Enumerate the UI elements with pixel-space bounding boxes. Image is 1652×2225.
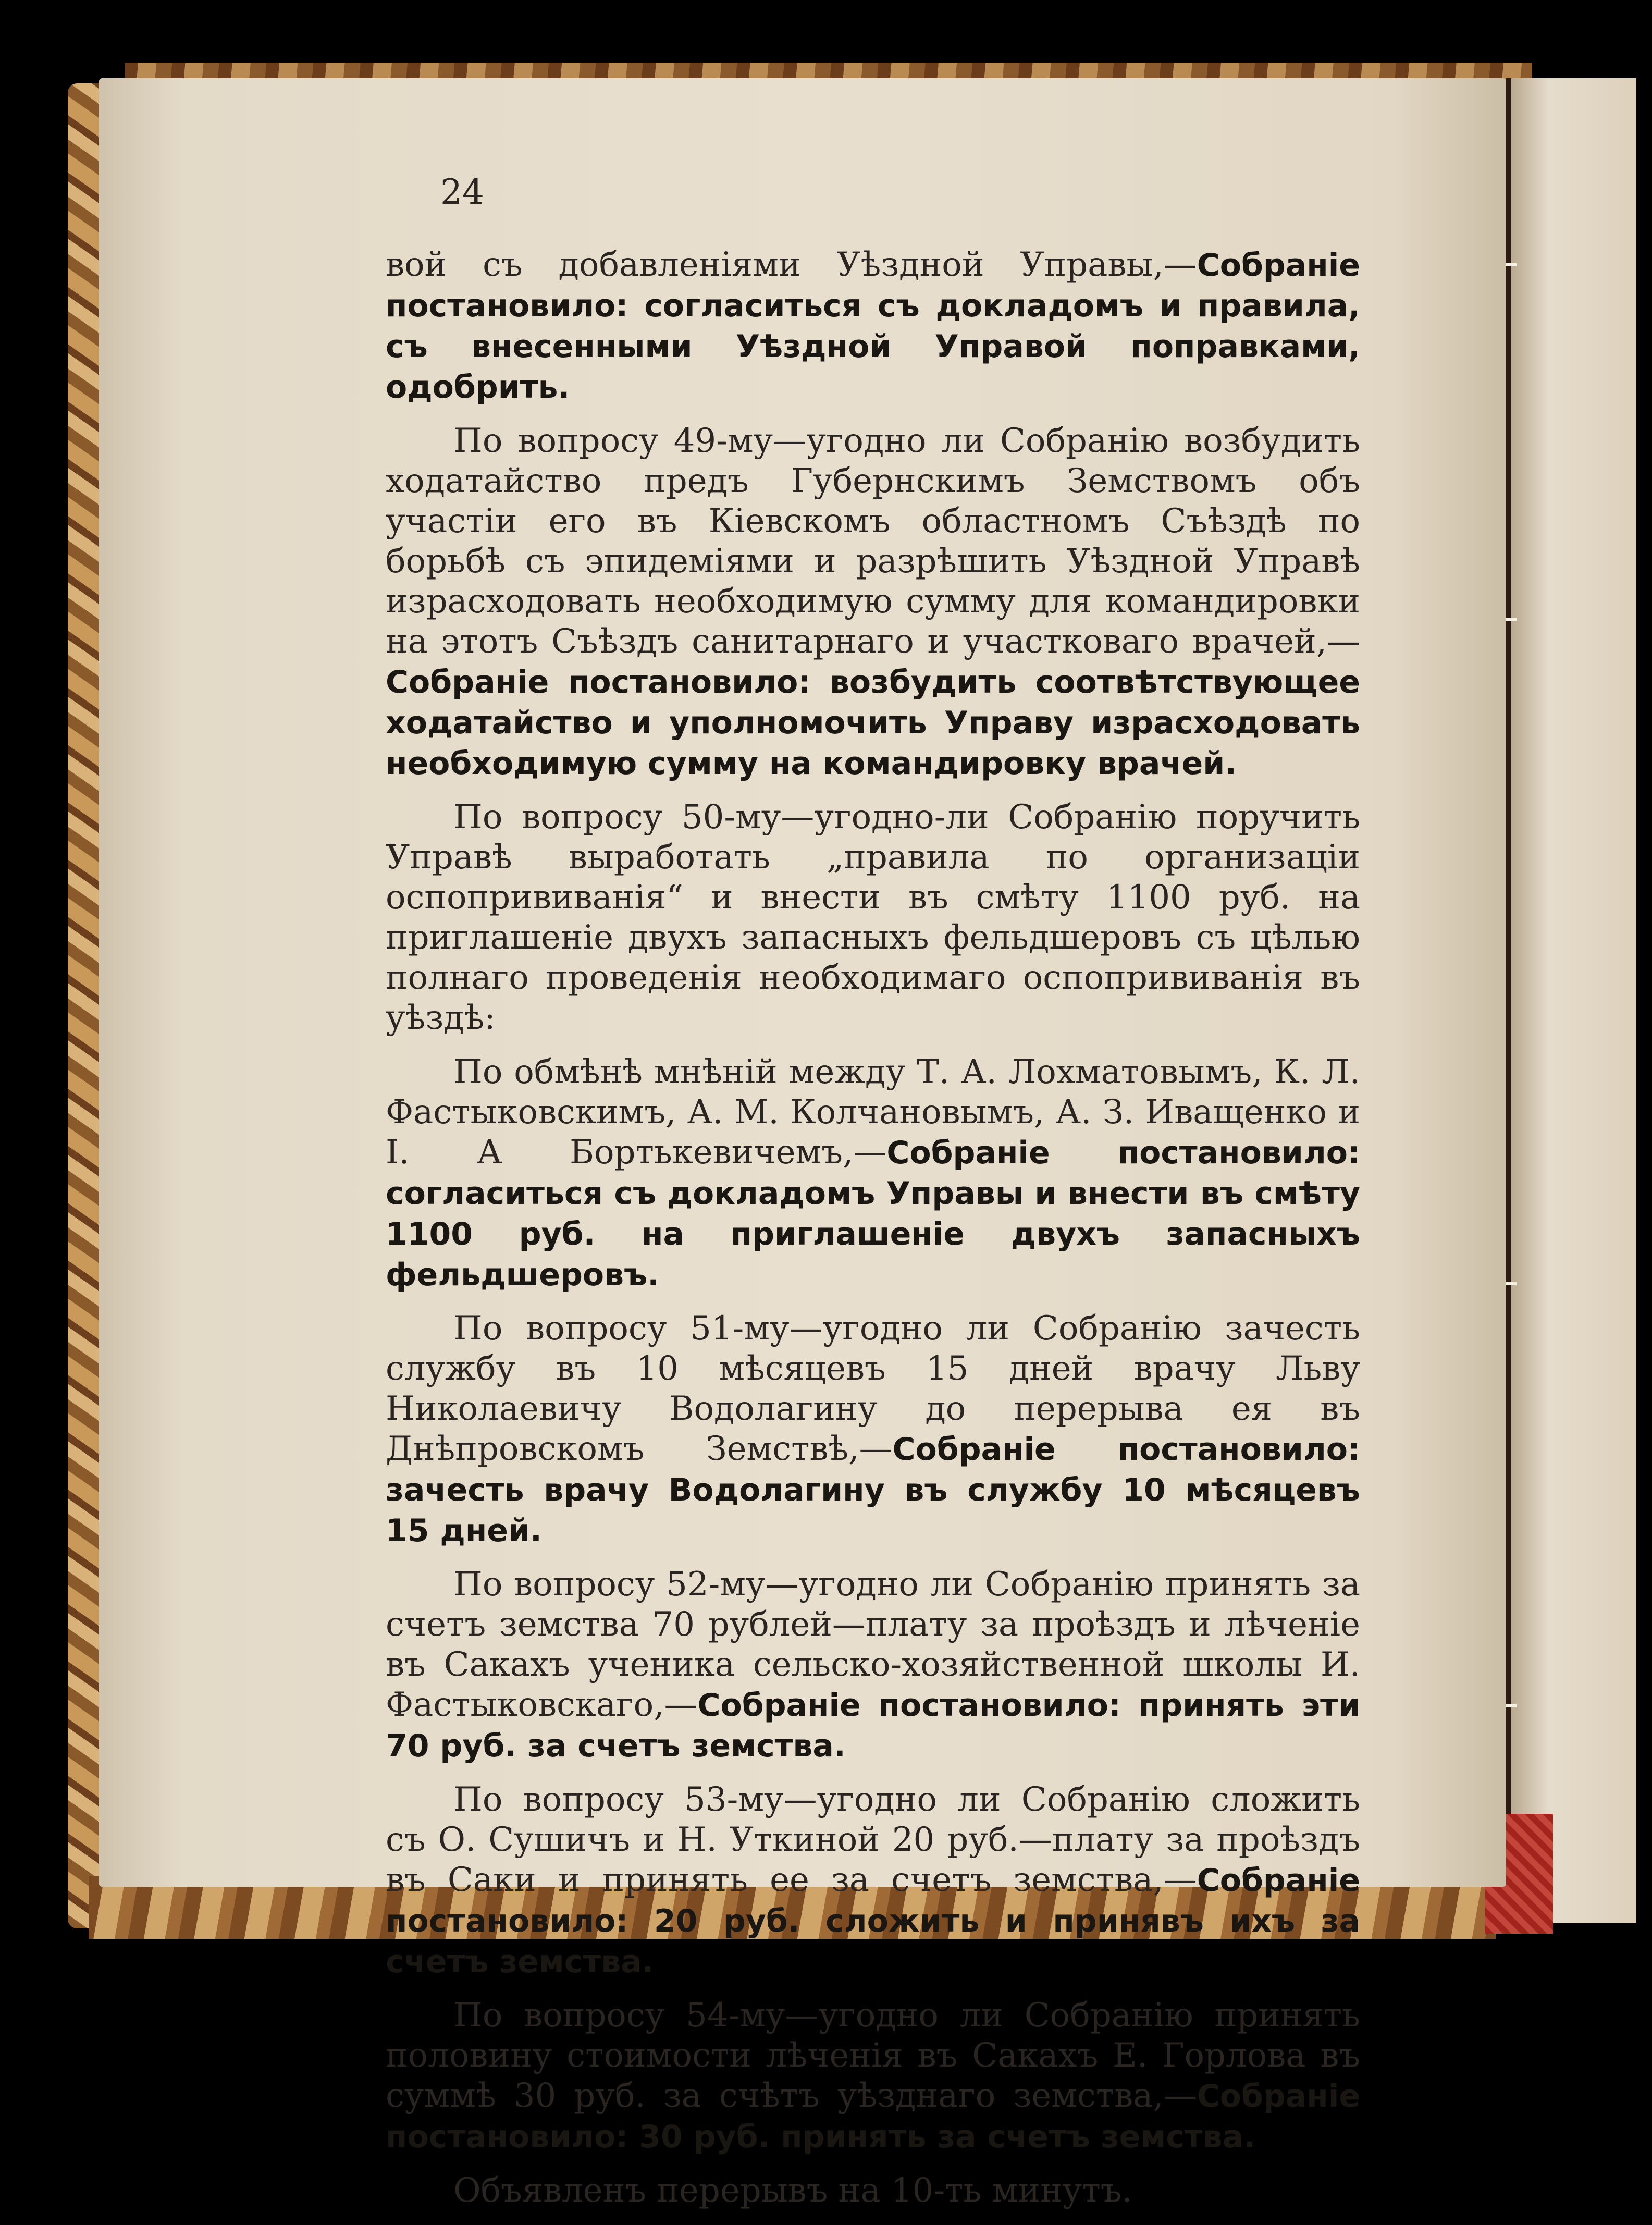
paragraph-recess	[386, 2171, 1360, 2211]
paragraph-text: Объявленъ перерывъ на 10-ть минутъ.	[453, 2171, 1132, 2210]
paragraph-text: По вопросу 52-му—угодно ли Собранію принять за счетъ земства 70 рублей—плату за проѣздъ и лѣченіе въ Сакахъ ученика сельско-хозяйственной школы И. Фастыковскаго,—	[386, 1565, 1360, 1724]
paragraph-text: По вопросу 54-му—угодно ли Собранію принять половину стоимости лѣченія въ Сакахъ Е. Горлова въ суммѣ 30 руб. за счѣтъ уѣзднаго земства,—	[386, 1996, 1360, 2115]
paragraph-question-49	[386, 421, 1360, 784]
paragraph-question-53	[386, 1780, 1360, 1982]
resolution-text: Собраніе постановило: согласиться съ докладомъ и правила, съ внесенными Уѣздной Управой поправками, одобрить.	[386, 247, 1360, 405]
page-number: 24	[440, 172, 484, 212]
adjacent-page-edge	[1506, 78, 1636, 1923]
paragraph-question-50	[386, 797, 1360, 1039]
page-text	[386, 245, 1360, 2225]
paragraph-continuation	[386, 245, 1360, 408]
resolution-text: Собраніе постановило: зачесть врачу Водолагину въ службу 10 мѣсяцевъ 15 дней.	[386, 1431, 1361, 1549]
paragraph-discussion-50	[386, 1052, 1360, 1295]
paragraph-question-51	[386, 1309, 1360, 1551]
resolution-text: Собраніе постановило: возбудить соотвѣтствующее ходатайство и уполномочить Управу израсходовать необходимую сумму на командировку врачей.	[386, 664, 1360, 782]
paragraph-text: По вопросу 51-му—угодно ли Собранію зачесть службу въ 10 мѣсяцевъ 15 дней врачу Льву Николаевичу Водолагину до перерыва ея въ Днѣпровскомъ Земствѣ,—	[386, 1309, 1360, 1468]
paragraph-question-54	[386, 1996, 1360, 2157]
paragraph-question-52	[386, 1565, 1360, 1766]
resolution-text: Собраніе постановило: 20 руб. сложить и принявъ ихъ за счетъ земства.	[386, 1862, 1360, 1980]
resolution-text: Собраніе постановило: 30 руб. принять за счетъ земства.	[386, 2078, 1360, 2155]
paragraph-text: По вопросу 50-му—угодно-ли Собранію поручить Управѣ выработать „правила по организаціи оспопрививанія“ и внести въ смѣту 1100 руб. на приглашеніе двухъ запасныхъ фельдшеровъ съ цѣлью полнаго проведенія необходимаго оспопрививанія въ уѣздѣ:	[386, 798, 1360, 1037]
resolution-text: Собраніе постановило: согласиться съ докладомъ Управы и внести въ смѣту 1100 руб. на приглашеніе двухъ запасныхъ фельдшеровъ.	[386, 1135, 1360, 1293]
resolution-text: Собраніе постановило: принять эти 70 руб. за счетъ земства.	[386, 1687, 1360, 1764]
paragraph-text: По вопросу 49-му—угодно ли Собранію возбудить ходатайство предъ Губернскимъ Земствомъ объ участіи его въ Кіевскомъ областномъ Съѣздѣ по борьбѣ съ эпидеміями и разрѣшить Уѣздной Управѣ израсходовать необходимую сумму для командировки на этотъ Съѣздъ санитарнаго и участковаго врачей,—	[386, 422, 1360, 661]
paragraph-text: По обмѣнѣ мнѣній между Т. А. Лохматовымъ, К. Л. Фастыковскимъ, А. М. Колчановымъ, А. З. Иващенко и І. А Бортькевичемъ,—	[386, 1053, 1360, 1172]
paragraph-text: По вопросу 53-му—угодно ли Собранію сложить съ О. Сушичъ и Н. Уткиной 20 руб.—плату за проѣздъ въ Саки и принять ее за счетъ земства,—	[386, 1780, 1360, 1899]
paragraph-text: вой съ добавленіями Уѣздной Управы,—	[386, 245, 1197, 284]
